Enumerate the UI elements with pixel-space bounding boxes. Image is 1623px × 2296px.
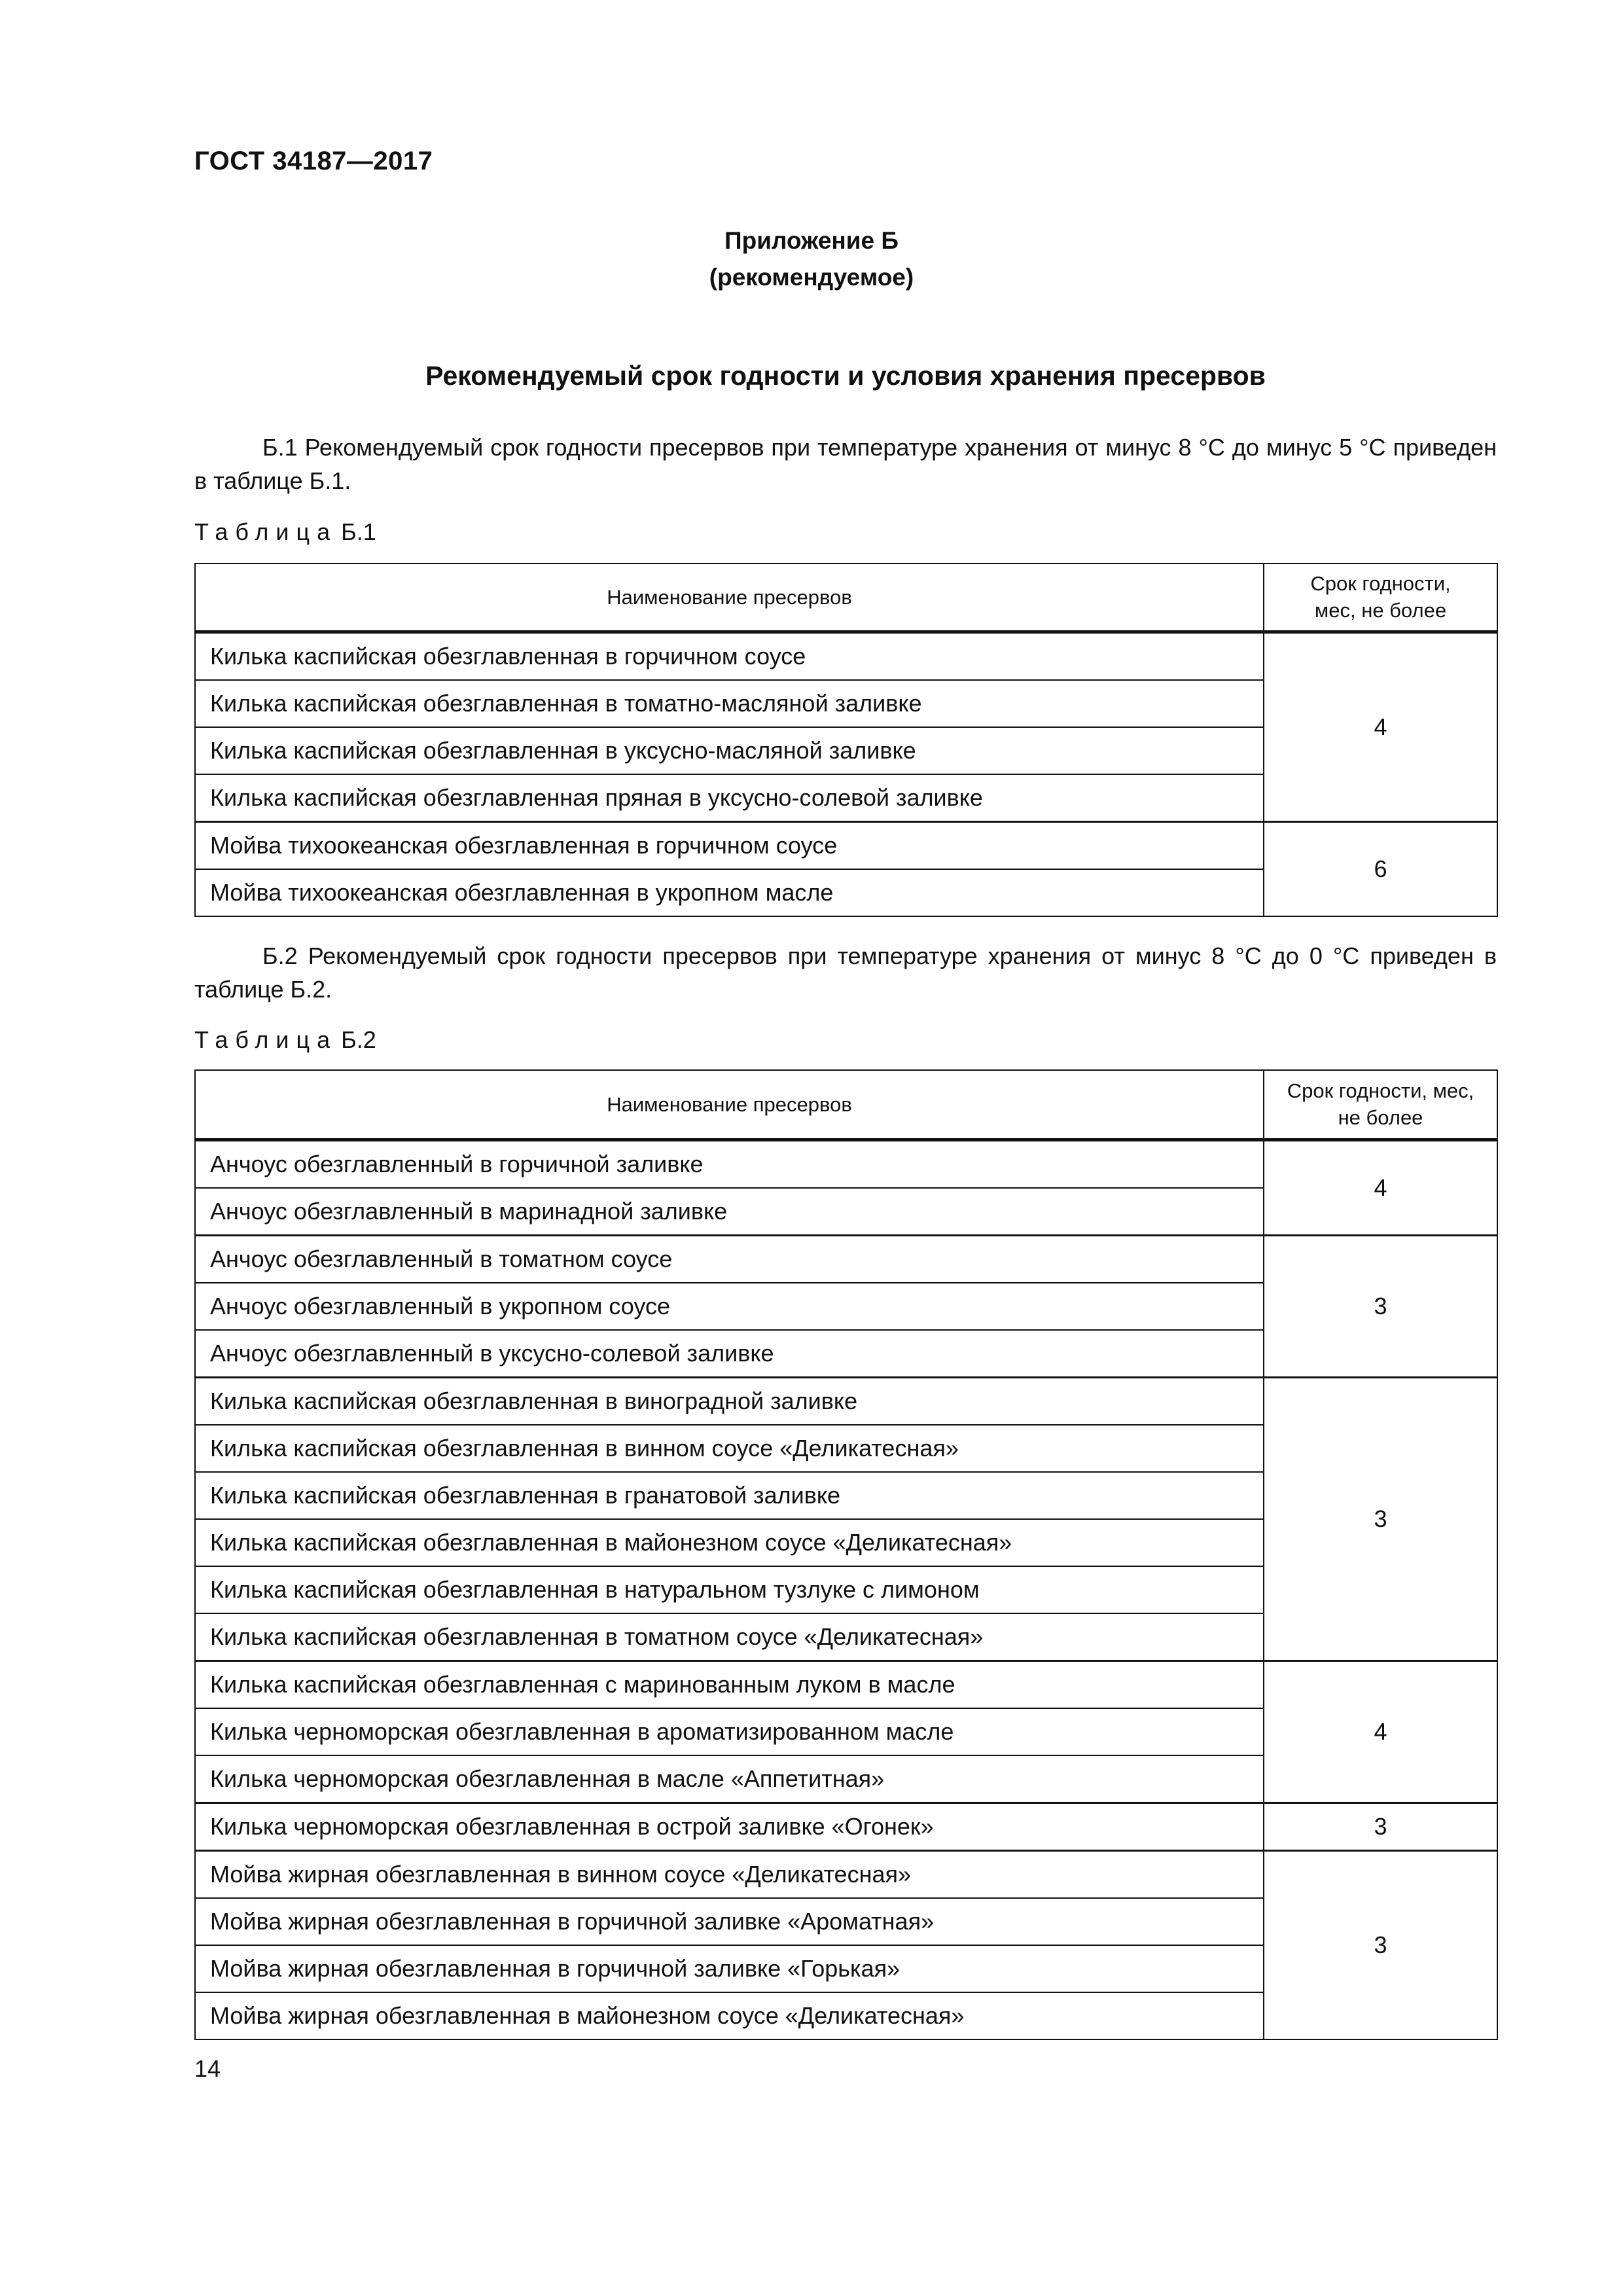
preserve-name-cell: Килька черноморская обезглавленная в ароматизированном масле xyxy=(195,1708,1264,1755)
preserve-name-cell: Анчоус обезглавленный в томатном соусе xyxy=(195,1235,1264,1283)
preserve-name-cell: Мойва тихоокеанская обезглавленная в горчичном соусе xyxy=(195,821,1264,869)
table-row xyxy=(195,1139,1497,1188)
appendix-status: (рекомендуемое) xyxy=(709,264,914,291)
preserve-name-cell: Мойва жирная обезглавленная в горчичной заливке «Ароматная» xyxy=(195,1898,1264,1945)
shelf-life-cell: 3 xyxy=(1264,1850,1497,2039)
preserve-name-cell: Килька черноморская обезглавленная в острой заливке «Огонек» xyxy=(195,1803,1264,1850)
table-b2-header-name: Наименование пресервов xyxy=(195,1070,1264,1139)
table-row xyxy=(195,821,1497,869)
table-row xyxy=(195,1660,1497,1708)
table-row xyxy=(195,632,1497,680)
preserve-name-cell: Килька каспийская обезглавленная пряная в уксусно-солевой заливке xyxy=(195,774,1264,822)
table-b1-header-name: Наименование пресервов xyxy=(195,564,1264,632)
table-b2 xyxy=(194,1069,1498,2040)
preserve-name-cell: Анчоус обезглавленный в маринадной заливке xyxy=(195,1188,1264,1236)
shelf-life-cell: 3 xyxy=(1264,1377,1497,1660)
table-b2-header-term-line1: Срок годности, мес, xyxy=(1287,1079,1474,1103)
preserve-name-cell: Килька каспийская обезглавленная в винном соусе «Деликатесная» xyxy=(195,1425,1264,1472)
table-b1-caption-number: Б.1 xyxy=(341,518,376,545)
table-row xyxy=(195,1803,1497,1850)
paragraph-b2 xyxy=(194,939,1497,1006)
table-b1-header-term xyxy=(1264,564,1497,632)
shelf-life-cell: 4 xyxy=(1264,1139,1497,1235)
table-b2-header-term xyxy=(1264,1070,1497,1139)
table-b2-caption-word: Таблица xyxy=(194,1026,338,1053)
paragraph-b1 xyxy=(194,431,1497,497)
preserve-name-cell: Килька каспийская обезглавленная в горчичном соусе xyxy=(195,632,1264,680)
table-b1-header-term-line2: мес, не более xyxy=(1314,599,1447,622)
table-b2-caption-number: Б.2 xyxy=(341,1026,376,1053)
shelf-life-cell: 6 xyxy=(1264,821,1497,916)
paragraph-b2-text: Б.2 Рекомендуемый срок годности пресервов при температуре хранения от минус 8 °С до 0 °С приведен в таблице Б.2. xyxy=(194,942,1497,1003)
preserve-name-cell: Килька каспийская обезглавленная в гранатовой заливке xyxy=(195,1472,1264,1519)
table-row xyxy=(195,1235,1497,1283)
preserve-name-cell: Килька черноморская обезглавленная в масле «Аппетитная» xyxy=(195,1755,1264,1803)
appendix-heading xyxy=(0,223,1623,296)
preserve-name-cell: Мойва жирная обезглавленная в винном соусе «Деликатесная» xyxy=(195,1850,1264,1898)
table-row xyxy=(195,1850,1497,1898)
table-b2-caption xyxy=(194,1026,376,1054)
preserve-name-cell: Мойва жирная обезглавленная в майонезном соусе «Деликатесная» xyxy=(195,1992,1264,2039)
table-b1-caption-word: Таблица xyxy=(194,518,338,545)
preserve-name-cell: Килька каспийская обезглавленная в виноградной заливке xyxy=(195,1377,1264,1425)
document-header: ГОСТ 34187—2017 xyxy=(194,147,433,175)
preserve-name-cell: Килька каспийская обезглавленная в майонезном соусе «Деликатесная» xyxy=(195,1519,1264,1566)
preserve-name-cell: Килька каспийская обезглавленная в уксусно-масляной заливке xyxy=(195,727,1264,774)
paragraph-b1-text: Б.1 Рекомендуемый срок годности пресервов при температуре хранения от минус 8 °С до минус 5 °С приведен в таблице Б.1. xyxy=(194,434,1497,494)
preserve-name-cell: Мойва тихоокеанская обезглавленная в укропном масле xyxy=(195,869,1264,916)
preserve-name-cell: Килька каспийская обезглавленная в натуральном тузлуке с лимоном xyxy=(195,1566,1264,1613)
shelf-life-cell: 3 xyxy=(1264,1803,1497,1850)
appendix-label: Приложение Б xyxy=(724,227,899,254)
preserve-name-cell: Анчоус обезглавленный в уксусно-солевой заливке xyxy=(195,1330,1264,1378)
section-title: Рекомендуемый срок годности и условия хранения пресервов xyxy=(425,361,1266,391)
table-b1-caption xyxy=(194,518,376,546)
preserve-name-cell: Анчоус обезглавленный в укропном соусе xyxy=(195,1283,1264,1330)
table-row xyxy=(195,1377,1497,1425)
preserve-name-cell: Килька каспийская обезглавленная в томатном соусе «Деликатесная» xyxy=(195,1613,1264,1661)
preserve-name-cell: Мойва жирная обезглавленная в горчичной заливке «Горькая» xyxy=(195,1945,1264,1992)
table-b1 xyxy=(194,563,1498,917)
table-b1-header-row xyxy=(195,564,1497,632)
page-number: 14 xyxy=(194,2055,221,2082)
preserve-name-cell: Анчоус обезглавленный в горчичной заливке xyxy=(195,1139,1264,1188)
table-b2-header-term-line2: не более xyxy=(1338,1106,1423,1130)
table-b2-header-row xyxy=(195,1070,1497,1139)
shelf-life-cell: 4 xyxy=(1264,632,1497,821)
shelf-life-cell: 3 xyxy=(1264,1235,1497,1377)
shelf-life-cell: 4 xyxy=(1264,1660,1497,1803)
preserve-name-cell: Килька каспийская обезглавленная в томатно-масляной заливке xyxy=(195,680,1264,727)
table-b1-header-term-line1: Срок годности, xyxy=(1310,572,1451,596)
preserve-name-cell: Килька каспийская обезглавленная с маринованным луком в масле xyxy=(195,1660,1264,1708)
